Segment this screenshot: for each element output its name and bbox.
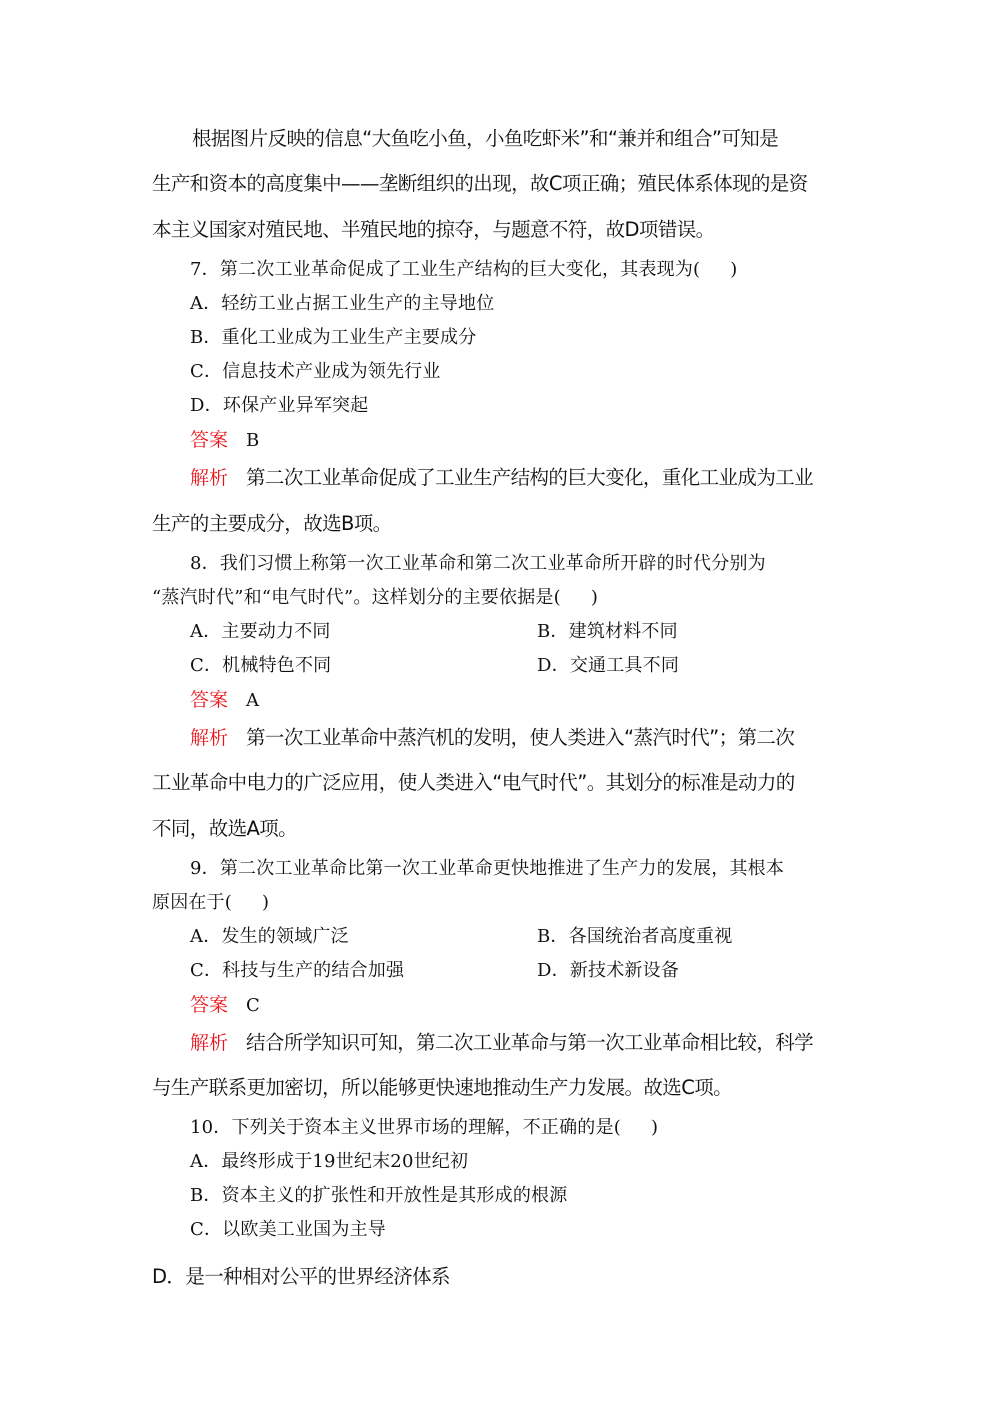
q8-stem-text: “蒸汽时代”和“电气时代”。这样划分的主要依据是(	[152, 587, 561, 608]
q9-stem-line-2	[152, 891, 269, 915]
answer-label: 答案	[190, 429, 229, 451]
q7-option-b: B．重化工业成为工业生产主要成分	[190, 327, 477, 348]
q7-analysis-text: 第二次工业革命促成了工业生产结构的巨大变化，重化工业成为工业	[246, 466, 814, 489]
q7-answer-paren: )	[730, 259, 738, 280]
q8-analysis-line-2: 工业革命中电力的广泛应用，使人类进入“电气时代”。其划分的标准是动力的	[152, 771, 795, 794]
q10-answer-paren: )	[650, 1117, 659, 1138]
q7-stem	[190, 258, 738, 282]
q8-stem-line-1: 8．我们习惯上称第一次工业革命和第二次工业革命所开辟的时代分别为	[190, 553, 766, 574]
q7-stem-text: 7．第二次工业革命促成了工业生产结构的巨大变化，其表现为(	[190, 259, 701, 280]
q9-stem-line-1: 9．第二次工业革命比第一次工业革命更快地推进了生产力的发展，其根本	[190, 858, 785, 879]
q9-option-a: A．发生的领域广泛	[190, 926, 349, 947]
q9-stem-text: 原因在于(	[152, 892, 233, 913]
q7-analysis-line-2: 生产的主要成分，故选B项。	[152, 512, 392, 535]
q8-answer	[190, 688, 259, 713]
analysis-label: 解析	[190, 467, 229, 489]
analysis-label: 解析	[190, 1032, 229, 1054]
q6-analysis-line-2: 生产和资本的高度集中——垄断组织的出现，故C项正确；殖民体系体现的是资	[152, 172, 808, 195]
q7-option-d: D．环保产业异军突起	[190, 395, 369, 416]
q7-analysis-line-1	[190, 466, 813, 490]
q9-analysis-line-2: 与生产联系更加密切，所以能够更快速地推动生产力发展。故选C项。	[152, 1076, 733, 1099]
q6-analysis-line-3: 本主义国家对殖民地、半殖民地的掠夺，与题意不符，故D项错误。	[152, 218, 715, 241]
q10-option-a: A．最终形成于19世纪末20世纪初	[190, 1151, 469, 1172]
q8-option-b: B．建筑材料不同	[537, 621, 678, 642]
q7-option-c: C．信息技术产业成为领先行业	[190, 361, 441, 382]
q8-option-d: D．交通工具不同	[537, 655, 680, 676]
q9-option-d: D．新技术新设备	[537, 960, 680, 981]
q10-stem	[190, 1116, 658, 1140]
q9-option-c: C．科技与生产的结合加强	[190, 960, 405, 981]
q8-analysis-line-3: 不同，故选A项。	[152, 817, 298, 840]
q8-option-a: A．主要动力不同	[190, 621, 331, 642]
q7-option-a: A．轻纺工业占据工业生产的主导地位	[190, 293, 495, 314]
q9-answer-paren: )	[262, 892, 270, 913]
q9-analysis-line-1	[190, 1031, 813, 1055]
analysis-label: 解析	[190, 727, 229, 749]
q8-analysis-text: 第一次工业革命中蒸汽机的发明，使人类进入“蒸汽时代”；第二次	[246, 726, 795, 749]
q9-answer	[190, 993, 260, 1018]
q8-answer-paren: )	[590, 587, 599, 608]
q10-option-b: B．资本主义的扩张性和开放性是其形成的根源	[190, 1185, 568, 1206]
q9-option-b: B．各国统治者高度重视	[537, 926, 733, 947]
q9-analysis-text: 结合所学知识可知，第二次工业革命与第一次工业革命相比较，科学	[246, 1031, 814, 1054]
q8-analysis-line-1	[190, 726, 794, 750]
answer-label: 答案	[190, 994, 229, 1016]
q8-answer-value: A	[246, 690, 260, 711]
q9-answer-value: C	[246, 995, 260, 1016]
q6-analysis-line-1: 根据图片反映的信息“大鱼吃小鱼，小鱼吃虾米”和“兼并和组合”可知是	[192, 127, 779, 150]
q10-option-c: C．以欧美工业国为主导	[190, 1219, 386, 1240]
q7-answer-value: B	[246, 430, 260, 451]
q7-answer	[190, 428, 259, 453]
q10-stem-text: 10．下列关于资本主义世界市场的理解，不正确的是(	[190, 1117, 621, 1138]
q8-stem-line-2	[152, 586, 598, 610]
q8-option-c: C．机械特色不同	[190, 655, 332, 676]
answer-label: 答案	[190, 689, 229, 711]
q10-option-d: D．是一种相对公平的世界经济体系	[152, 1265, 450, 1288]
